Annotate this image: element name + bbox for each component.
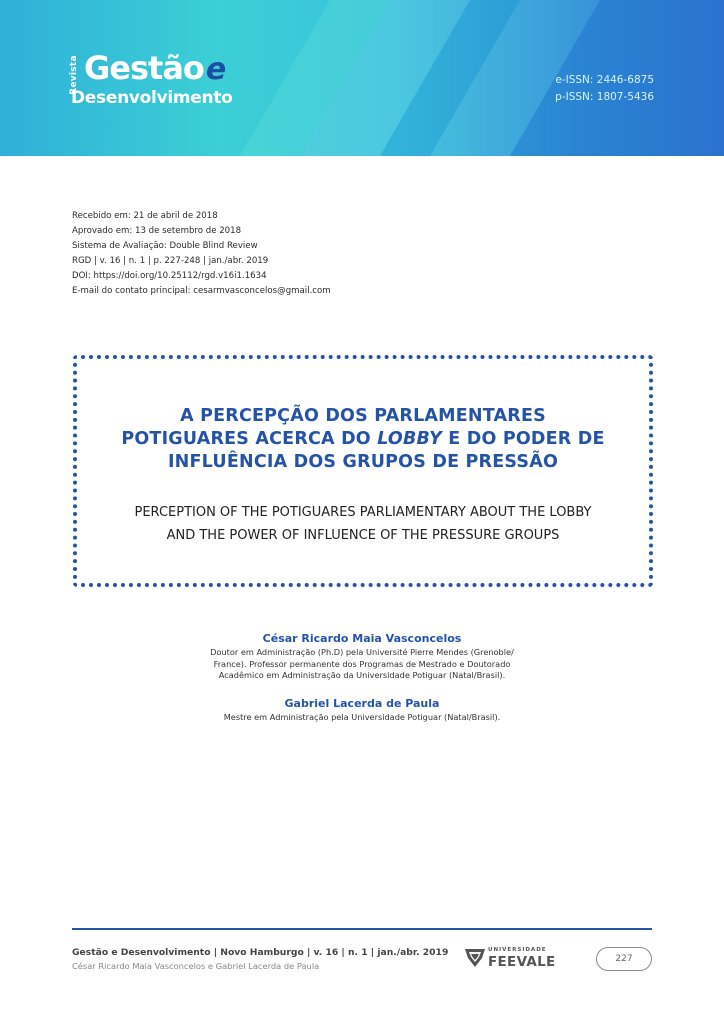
- title-pt-line-3: INFLUÊNCIA DOS GRUPOS DE PRESSÃO: [167, 452, 559, 472]
- journal-header-banner: [0, 0, 724, 156]
- title-pt-lobby: LOBBY: [377, 429, 442, 449]
- author-1-bio-line: Doutor em Administração (Ph.D) pela Université Pierre Mendes (Grenoble/: [210, 647, 514, 657]
- logo-e-text: e: [205, 52, 227, 87]
- logo-desenvolvimento-text: Desenvolvimento: [71, 88, 233, 108]
- footer-citation: [72, 946, 448, 973]
- p-issn: p-ISSN: 1807-5436: [555, 91, 654, 103]
- author-1-bio-line: France). Professor permanente dos Programas de Mestrado e Doutorado: [213, 658, 511, 669]
- footer-authors: César Ricardo Maia Vasconcelos e Gabriel Lacerda de Paula: [72, 961, 320, 971]
- logo-revista-text: Revista: [68, 55, 79, 95]
- title-pt-line-2: [77, 428, 649, 451]
- logo-wordmark: [84, 50, 226, 88]
- feevale-shield-icon: [464, 946, 486, 968]
- received-date: Recebido em: 21 de abril de 2018: [72, 211, 218, 221]
- title-pt-line-1: A PERCEPÇÃO DOS PARLAMENTARES: [180, 406, 546, 426]
- rgd-citation: RGD | v. 16 | n. 1 | p. 227-248 | jan./abr. 2019: [72, 256, 269, 266]
- feevale-name-text: FEEVALE: [488, 954, 556, 970]
- author-2-name: Gabriel Lacerda de Paula: [284, 697, 440, 710]
- review-system: Sistema de Avaliação: Double Blind Review: [72, 241, 258, 251]
- author-1: [0, 631, 724, 682]
- article-metadata: [72, 209, 331, 299]
- title-pt-line-2b: E DO PODER DE: [441, 429, 605, 449]
- page-number: 227: [596, 947, 652, 971]
- e-issn: e-ISSN: 2446-6875: [555, 74, 654, 86]
- author-1-bio-line: Acadêmico em Administração da Universidade Potiguar (Natal/Brasil).: [218, 670, 506, 680]
- author-2-bio: [0, 712, 724, 724]
- title-box: [73, 355, 653, 587]
- approved-date: Aprovado em: 13 de setembro de 2018: [72, 226, 242, 236]
- title-en-line-1: PERCEPTION OF THE POTIGUARES PARLIAMENTARY ABOUT THE LOBBY: [134, 505, 592, 520]
- author-2-bio-line: Mestre em Administração pela Universidade Potiguar (Natal/Brasil).: [223, 712, 501, 722]
- title-english: [77, 501, 649, 547]
- title-en-line-2: AND THE POWER OF INFLUENCE OF THE PRESSURE GROUPS: [166, 528, 560, 543]
- title-pt-line-2a: POTIGUARES ACERCA DO: [121, 429, 378, 449]
- feevale-university-text: UNIVERSIDADE: [488, 947, 547, 953]
- feevale-logo: [464, 944, 560, 972]
- footer-divider: [72, 928, 652, 930]
- title-portuguese: [77, 405, 649, 474]
- issn-block: [555, 72, 654, 106]
- doi: DOI: https://doi.org/10.25112/rgd.v16i1.1634: [72, 271, 267, 281]
- author-2: [0, 696, 724, 724]
- footer-journal-info: Gestão e Desenvolvimento | Novo Hamburgo | v. 16 | n. 1 | jan./abr. 2019: [72, 947, 449, 958]
- author-1-name: César Ricardo Maia Vasconcelos: [262, 632, 462, 645]
- author-1-bio: [0, 647, 724, 682]
- contact-email: E-mail do contato principal: cesarmvasconcelos@gmail.com: [72, 286, 331, 296]
- logo-gestao-text: Gestão: [84, 49, 204, 87]
